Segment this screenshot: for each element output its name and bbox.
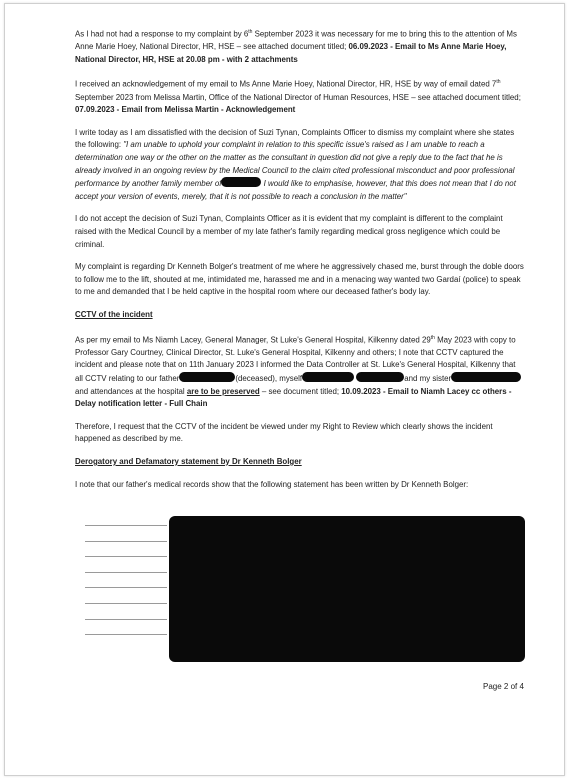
rule-line: [85, 541, 167, 542]
paragraph-not-accept: I do not accept the decision of Suzi Tynan, Complaints Officer as it is evident that my complaint is different to the complaint raised with the Medical Council by a member of my late father's family regarding medical gross negligence which could be criminal.: [75, 214, 503, 249]
paragraph-dissatisfied: [75, 127, 525, 204]
text: I write today as I am dissatisfied with the decision of Suzi Tynan, Complaints Officer to dismiss my complaint where she states the following:: [75, 127, 515, 150]
redaction-box: [451, 372, 521, 382]
emphasis-preserved: are to be preserved: [186, 386, 260, 396]
superscript: th: [496, 79, 501, 86]
text: September 2023 from Melissa Martin, Office of the National Director of Human Resources, HSE – see attached document titled;: [75, 92, 521, 102]
redaction-box: [356, 372, 404, 382]
superscript: th: [248, 29, 253, 35]
ruled-lines: [85, 525, 167, 650]
paragraph-acknowledgement: [75, 76, 525, 116]
redaction-box: [179, 372, 235, 382]
text: I received an acknowledgement of my email to Ms Anne Marie Hoey, National Director, HR, HSE by way of email dated 7: [75, 80, 497, 90]
rule-line: [85, 603, 167, 604]
text: and attendances at the hospital: [75, 386, 187, 396]
text: May 2023 with copy to Professor Gary Courtney, Clinical Director, St. Luke's General Hospital, Kilkenny and others; I note that CCTV captured the incident and please note that on 11th January 2023 I informed the Data Controller at St. Luke's General Hospital, Kilkenny that all CCTV relating to our father: [75, 335, 516, 383]
rule-line: [85, 587, 167, 588]
paragraph-medical-records: I note that our father's medical records show that the following statement has been written by Dr Kenneth Bolger:: [75, 479, 469, 489]
text: – see document titled;: [259, 386, 342, 396]
redacted-statement-block: [169, 516, 525, 662]
heading-derogatory: Derogatory and Defamatory statement by Dr Kenneth Bolger: [75, 456, 302, 466]
text: As I had not had a response to my complaint by 6: [75, 29, 249, 39]
paragraph-complaint: My complaint is regarding Dr Kenneth Bolger's treatment of me where he aggressively chased me, burst through the doble doors to follow me to the lift, shouted at me, intimidated me, harassed me and in a menacing way wanted two Gardaí (police) to speak to me and demanded that I be held captive in the hospital room where our deceased father's body lay.: [75, 262, 524, 297]
rule-line: [85, 572, 167, 573]
paragraph-request-review: Therefore, I request that the CCTV of the incident be viewed under my Right to Review which clearly shows the incident happened as described by me.: [75, 421, 493, 444]
heading-cctv: CCTV of the incident: [75, 309, 153, 319]
text: and my sister: [404, 373, 452, 383]
text: As per my email to Ms Niamh Lacey, General Manager, St Luke's General Hospital, Kilkenny dated 29: [75, 335, 431, 345]
document-title-ref: 06.09.2023 - Email to Ms Anne Marie Hoey, National Director, HR, HSE at 20.08 pm - with 2 attachments: [75, 42, 507, 64]
document-title-ref: 07.09.2023 - Email from Melissa Martin - Acknowledgement: [75, 105, 296, 115]
text: September 2023 it was necessary for me to bring this to the attention of Ms Anne Marie Hoey, National Director, HR, HSE – see attached document titled;: [75, 29, 517, 52]
quoted-decision-cont: I would like to emphasise, however, that this does not mean that I do not accept your version of events, merely, that it is not possible to reach a conclusion in the matter": [75, 179, 516, 201]
paragraph-response: [75, 26, 525, 66]
quoted-decision: "I am unable to uphold your complaint in relation to this specific issue's raised as I am unable to reach a determination one way or the other on the matter as the consultant in question did not give a reply due to the fact that he is already involved in an ongoing review by the Medical Council to the claim cited professional misconduct and poor professional performance by another family member of: [75, 140, 515, 189]
rule-line: [85, 634, 167, 635]
rule-line: [85, 556, 167, 557]
paragraph-cctv: [75, 332, 525, 411]
rule-line: [85, 525, 167, 526]
document-title-ref: 10.09.2023 - Email to Niamh Lacey cc others - Delay notification letter - Full Chain: [75, 386, 512, 409]
redaction-box: [221, 177, 261, 187]
redaction-box: [302, 372, 354, 382]
text: (deceased), myself: [235, 373, 303, 383]
document-page: [4, 3, 565, 776]
document-body: [75, 26, 525, 501]
rule-line: [85, 619, 167, 620]
superscript: th: [430, 334, 435, 341]
page-number: Page 2 of 4: [483, 682, 524, 691]
